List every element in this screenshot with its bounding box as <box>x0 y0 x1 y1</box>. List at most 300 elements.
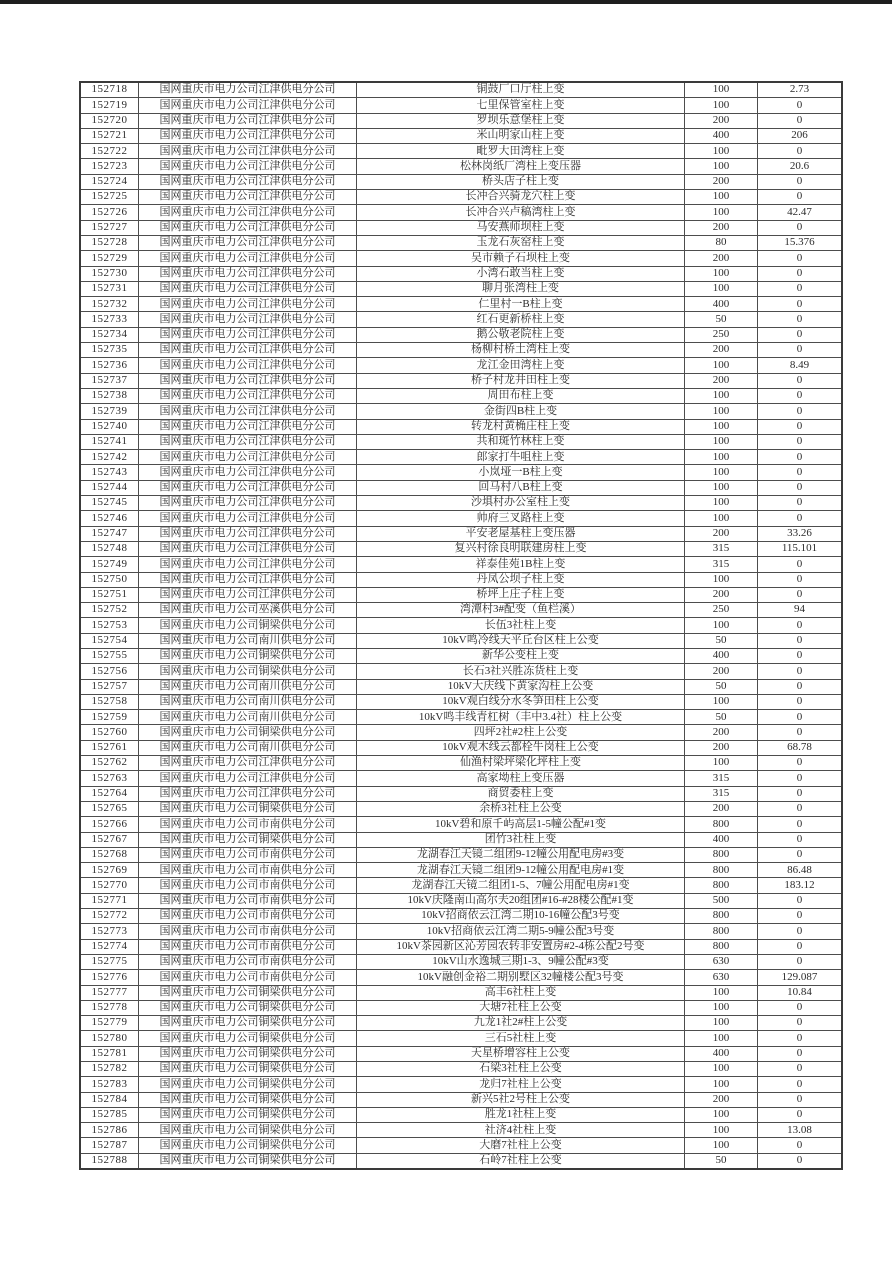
cell-device-name: 周田布柱上变 <box>357 388 685 403</box>
cell-device-name: 余桥3社柱上公变 <box>357 801 685 816</box>
cell-device-name: 帅府三叉路柱上变 <box>357 511 685 526</box>
cell-record-id: 152741 <box>80 434 139 449</box>
cell-device-name: 毗罗大田湾柱上变 <box>357 144 685 159</box>
cell-device-name: 10kV茶园新区沁芳园农转非安置房#2-4栋公配2号变 <box>357 939 685 954</box>
table-row <box>80 297 842 312</box>
cell-value: 183.12 <box>758 878 843 893</box>
cell-capacity: 200 <box>685 801 758 816</box>
cell-capacity: 100 <box>685 144 758 159</box>
cell-record-id: 152746 <box>80 511 139 526</box>
cell-company: 国网重庆市电力公司江津供电分公司 <box>139 144 357 159</box>
cell-company: 国网重庆市电力公司江津供电分公司 <box>139 771 357 786</box>
cell-value: 0 <box>758 1153 843 1169</box>
cell-company: 国网重庆市电力公司江津供电分公司 <box>139 756 357 771</box>
cell-capacity: 100 <box>685 190 758 205</box>
cell-company: 国网重庆市电力公司南川供电分公司 <box>139 679 357 694</box>
cell-company: 国网重庆市电力公司铜梁供电分公司 <box>139 1031 357 1046</box>
cell-device-name: 小湾石敢当柱上变 <box>357 266 685 281</box>
cell-record-id: 152779 <box>80 1016 139 1031</box>
cell-capacity: 80 <box>685 235 758 250</box>
cell-record-id: 152758 <box>80 694 139 709</box>
table-row <box>80 358 842 373</box>
cell-record-id: 152786 <box>80 1123 139 1138</box>
cell-company: 国网重庆市电力公司江津供电分公司 <box>139 297 357 312</box>
cell-record-id: 152763 <box>80 771 139 786</box>
cell-record-id: 152734 <box>80 327 139 342</box>
table-row <box>80 832 842 847</box>
table-row <box>80 939 842 954</box>
cell-company: 国网重庆市电力公司铜梁供电分公司 <box>139 725 357 740</box>
cell-device-name: 社济4社柱上变 <box>357 1123 685 1138</box>
table-row <box>80 878 842 893</box>
cell-record-id: 152765 <box>80 801 139 816</box>
cell-value: 13.08 <box>758 1123 843 1138</box>
cell-record-id: 152729 <box>80 251 139 266</box>
cell-company: 国网重庆市电力公司江津供电分公司 <box>139 281 357 296</box>
cell-record-id: 152777 <box>80 985 139 1000</box>
cell-value: 0 <box>758 1031 843 1046</box>
cell-record-id: 152770 <box>80 878 139 893</box>
cell-company: 国网重庆市电力公司市南供电分公司 <box>139 909 357 924</box>
cell-device-name: 丹凤公坝子柱上变 <box>357 572 685 587</box>
table-row <box>80 235 842 250</box>
cell-capacity: 800 <box>685 863 758 878</box>
cell-value: 86.48 <box>758 863 843 878</box>
table-row <box>80 954 842 969</box>
cell-value: 0 <box>758 909 843 924</box>
cell-capacity: 200 <box>685 725 758 740</box>
cell-device-name: 10kV鸣丰线青杠树（丰中3.4社）柱上公变 <box>357 710 685 725</box>
cell-record-id: 152760 <box>80 725 139 740</box>
cell-value: 0 <box>758 465 843 480</box>
cell-value: 0 <box>758 496 843 511</box>
cell-device-name: 商贸委柱上变 <box>357 786 685 801</box>
cell-record-id: 152735 <box>80 343 139 358</box>
cell-record-id: 152750 <box>80 572 139 587</box>
cell-record-id: 152749 <box>80 557 139 572</box>
cell-value: 33.26 <box>758 526 843 541</box>
table-row <box>80 174 842 189</box>
table-row <box>80 924 842 939</box>
cell-value: 0 <box>758 220 843 235</box>
cell-capacity: 200 <box>685 526 758 541</box>
cell-device-name: 聊月张湾柱上变 <box>357 281 685 296</box>
cell-company: 国网重庆市电力公司铜梁供电分公司 <box>139 1000 357 1015</box>
table-row <box>80 419 842 434</box>
table-row <box>80 847 842 862</box>
cell-device-name: 吴市赖子石坝柱上变 <box>357 251 685 266</box>
table-row <box>80 1107 842 1122</box>
cell-company: 国网重庆市电力公司铜梁供电分公司 <box>139 832 357 847</box>
cell-value: 0 <box>758 832 843 847</box>
cell-value: 0 <box>758 1107 843 1122</box>
cell-value: 0 <box>758 450 843 465</box>
cell-record-id: 152754 <box>80 633 139 648</box>
cell-record-id: 152736 <box>80 358 139 373</box>
cell-value: 0 <box>758 1092 843 1107</box>
table-row <box>80 144 842 159</box>
cell-capacity: 100 <box>685 1062 758 1077</box>
cell-company: 国网重庆市电力公司江津供电分公司 <box>139 450 357 465</box>
cell-capacity: 630 <box>685 954 758 969</box>
cell-capacity: 400 <box>685 648 758 663</box>
cell-device-name: 祥泰佳苑1B柱上变 <box>357 557 685 572</box>
cell-capacity: 100 <box>685 985 758 1000</box>
cell-device-name: 10kV观木线云都栓牛岗柱上公变 <box>357 740 685 755</box>
cell-record-id: 152737 <box>80 373 139 388</box>
cell-device-name: 龙湖春江天镜二组团9-12幢公用配电房#3变 <box>357 847 685 862</box>
cell-device-name: 共和斑竹林柱上变 <box>357 434 685 449</box>
cell-capacity: 800 <box>685 878 758 893</box>
cell-record-id: 152778 <box>80 1000 139 1015</box>
cell-value: 68.78 <box>758 740 843 755</box>
cell-company: 国网重庆市电力公司江津供电分公司 <box>139 434 357 449</box>
cell-capacity: 800 <box>685 847 758 862</box>
cell-company: 国网重庆市电力公司市南供电分公司 <box>139 939 357 954</box>
table-row <box>80 404 842 419</box>
cell-capacity: 800 <box>685 924 758 939</box>
cell-device-name: 团竹3社柱上变 <box>357 832 685 847</box>
cell-company: 国网重庆市电力公司铜梁供电分公司 <box>139 1077 357 1092</box>
cell-capacity: 400 <box>685 832 758 847</box>
cell-device-name: 小岚垭一B柱上变 <box>357 465 685 480</box>
cell-record-id: 152784 <box>80 1092 139 1107</box>
cell-capacity: 200 <box>685 251 758 266</box>
cell-value: 0 <box>758 679 843 694</box>
cell-device-name: 新兴5社2号柱上公变 <box>357 1092 685 1107</box>
cell-value: 0 <box>758 587 843 602</box>
cell-record-id: 152743 <box>80 465 139 480</box>
table-row <box>80 526 842 541</box>
cell-company: 国网重庆市电力公司江津供电分公司 <box>139 266 357 281</box>
table-row <box>80 970 842 985</box>
table-row <box>80 587 842 602</box>
cell-value: 15.376 <box>758 235 843 250</box>
table-row <box>80 281 842 296</box>
cell-record-id: 152761 <box>80 740 139 755</box>
cell-company: 国网重庆市电力公司江津供电分公司 <box>139 587 357 602</box>
cell-company: 国网重庆市电力公司南川供电分公司 <box>139 710 357 725</box>
cell-value: 0 <box>758 572 843 587</box>
cell-record-id: 152731 <box>80 281 139 296</box>
cell-company: 国网重庆市电力公司江津供电分公司 <box>139 465 357 480</box>
cell-record-id: 152752 <box>80 603 139 618</box>
cell-capacity: 200 <box>685 220 758 235</box>
cell-company: 国网重庆市电力公司江津供电分公司 <box>139 98 357 113</box>
cell-capacity: 100 <box>685 511 758 526</box>
cell-record-id: 152772 <box>80 909 139 924</box>
cell-value: 0 <box>758 710 843 725</box>
cell-capacity: 100 <box>685 465 758 480</box>
cell-capacity: 100 <box>685 1138 758 1153</box>
cell-company: 国网重庆市电力公司江津供电分公司 <box>139 786 357 801</box>
cell-record-id: 152773 <box>80 924 139 939</box>
cell-record-id: 152764 <box>80 786 139 801</box>
cell-record-id: 152756 <box>80 664 139 679</box>
table-row <box>80 633 842 648</box>
cell-capacity: 100 <box>685 694 758 709</box>
cell-device-name: 红石更新桥柱上变 <box>357 312 685 327</box>
table-row <box>80 434 842 449</box>
cell-value: 0 <box>758 480 843 495</box>
cell-device-name: 新华公变柱上变 <box>357 648 685 663</box>
cell-record-id: 152775 <box>80 954 139 969</box>
cell-company: 国网重庆市电力公司江津供电分公司 <box>139 174 357 189</box>
cell-capacity: 315 <box>685 771 758 786</box>
cell-capacity: 100 <box>685 1123 758 1138</box>
cell-capacity: 200 <box>685 373 758 388</box>
cell-company: 国网重庆市电力公司江津供电分公司 <box>139 511 357 526</box>
cell-device-name: 桥子村龙井田柱上变 <box>357 373 685 388</box>
cell-capacity: 315 <box>685 541 758 556</box>
cell-device-name: 杨柳村桥土湾柱上变 <box>357 343 685 358</box>
cell-capacity: 100 <box>685 419 758 434</box>
table-row <box>80 679 842 694</box>
cell-device-name: 湾潭村3#配变（鱼栏溪） <box>357 603 685 618</box>
cell-record-id: 152755 <box>80 648 139 663</box>
table-row <box>80 863 842 878</box>
cell-company: 国网重庆市电力公司江津供电分公司 <box>139 251 357 266</box>
table-row <box>80 511 842 526</box>
cell-company: 国网重庆市电力公司市南供电分公司 <box>139 817 357 832</box>
cell-record-id: 152739 <box>80 404 139 419</box>
cell-company: 国网重庆市电力公司铜梁供电分公司 <box>139 648 357 663</box>
cell-device-name: 10kV招商依云江湾二期10-16幢公配3号变 <box>357 909 685 924</box>
cell-record-id: 152767 <box>80 832 139 847</box>
table-row <box>80 725 842 740</box>
cell-device-name: 长石3社兴胜冻货柱上变 <box>357 664 685 679</box>
cell-value: 0 <box>758 924 843 939</box>
cell-device-name: 复兴村徐良明联建房柱上变 <box>357 541 685 556</box>
cell-device-name: 大塘7社柱上公变 <box>357 1000 685 1015</box>
cell-company: 国网重庆市电力公司市南供电分公司 <box>139 878 357 893</box>
cell-device-name: 金街四B柱上变 <box>357 404 685 419</box>
cell-record-id: 152722 <box>80 144 139 159</box>
cell-capacity: 315 <box>685 786 758 801</box>
table-row <box>80 1046 842 1061</box>
cell-capacity: 100 <box>685 496 758 511</box>
cell-company: 国网重庆市电力公司市南供电分公司 <box>139 893 357 908</box>
cell-value: 42.47 <box>758 205 843 220</box>
cell-company: 国网重庆市电力公司江津供电分公司 <box>139 159 357 174</box>
cell-record-id: 152728 <box>80 235 139 250</box>
table-row <box>80 893 842 908</box>
cell-company: 国网重庆市电力公司市南供电分公司 <box>139 847 357 862</box>
cell-company: 国网重庆市电力公司南川供电分公司 <box>139 740 357 755</box>
cell-capacity: 100 <box>685 1107 758 1122</box>
cell-capacity: 50 <box>685 679 758 694</box>
table-row <box>80 373 842 388</box>
cell-record-id: 152751 <box>80 587 139 602</box>
cell-company: 国网重庆市电力公司铜梁供电分公司 <box>139 1107 357 1122</box>
cell-company: 国网重庆市电力公司铜梁供电分公司 <box>139 664 357 679</box>
cell-value: 129.087 <box>758 970 843 985</box>
cell-record-id: 152726 <box>80 205 139 220</box>
cell-company: 国网重庆市电力公司铜梁供电分公司 <box>139 1046 357 1061</box>
cell-record-id: 152774 <box>80 939 139 954</box>
cell-device-name: 长冲合兴卢稿湾柱上变 <box>357 205 685 220</box>
cell-value: 0 <box>758 419 843 434</box>
cell-company: 国网重庆市电力公司铜梁供电分公司 <box>139 1138 357 1153</box>
cell-device-name: 平安老屋基柱上变压器 <box>357 526 685 541</box>
cell-capacity: 50 <box>685 633 758 648</box>
cell-company: 国网重庆市电力公司南川供电分公司 <box>139 633 357 648</box>
cell-record-id: 152781 <box>80 1046 139 1061</box>
cell-capacity: 100 <box>685 480 758 495</box>
table-row <box>80 388 842 403</box>
cell-device-name: 九龙1社2#柱上公变 <box>357 1016 685 1031</box>
cell-capacity: 100 <box>685 159 758 174</box>
cell-company: 国网重庆市电力公司江津供电分公司 <box>139 496 357 511</box>
cell-capacity: 100 <box>685 1077 758 1092</box>
cell-company: 国网重庆市电力公司巫溪供电分公司 <box>139 603 357 618</box>
cell-capacity: 800 <box>685 817 758 832</box>
cell-record-id: 152753 <box>80 618 139 633</box>
cell-device-name: 四坪2社#2柱上公变 <box>357 725 685 740</box>
table-row <box>80 220 842 235</box>
cell-record-id: 152725 <box>80 190 139 205</box>
table-row <box>80 909 842 924</box>
table-row <box>80 756 842 771</box>
cell-capacity: 400 <box>685 297 758 312</box>
cell-value: 0 <box>758 771 843 786</box>
cell-company: 国网重庆市电力公司江津供电分公司 <box>139 557 357 572</box>
cell-capacity: 200 <box>685 664 758 679</box>
cell-device-name: 10kV山水逸城三期1-3、9幢公配#3变 <box>357 954 685 969</box>
cell-capacity: 630 <box>685 970 758 985</box>
cell-value: 0 <box>758 174 843 189</box>
cell-value: 0 <box>758 1138 843 1153</box>
table-row <box>80 648 842 663</box>
cell-value: 0 <box>758 343 843 358</box>
cell-company: 国网重庆市电力公司铜梁供电分公司 <box>139 801 357 816</box>
table-row <box>80 343 842 358</box>
cell-value: 0 <box>758 1000 843 1015</box>
table-row <box>80 1000 842 1015</box>
table-row <box>80 251 842 266</box>
cell-value: 0 <box>758 251 843 266</box>
cell-company: 国网重庆市电力公司铜梁供电分公司 <box>139 618 357 633</box>
cell-value: 0 <box>758 312 843 327</box>
cell-device-name: 龙江金田湾柱上变 <box>357 358 685 373</box>
cell-value: 2.73 <box>758 82 843 98</box>
cell-record-id: 152744 <box>80 480 139 495</box>
cell-company: 国网重庆市电力公司江津供电分公司 <box>139 572 357 587</box>
cell-record-id: 152780 <box>80 1031 139 1046</box>
cell-company: 国网重庆市电力公司铜梁供电分公司 <box>139 1092 357 1107</box>
cell-device-name: 高丰6社柱上变 <box>357 985 685 1000</box>
table-row <box>80 1031 842 1046</box>
cell-value: 10.84 <box>758 985 843 1000</box>
cell-value: 0 <box>758 404 843 419</box>
cell-device-name: 大磨7社柱上公变 <box>357 1138 685 1153</box>
cell-company: 国网重庆市电力公司江津供电分公司 <box>139 404 357 419</box>
cell-company: 国网重庆市电力公司市南供电分公司 <box>139 924 357 939</box>
table-row <box>80 786 842 801</box>
table-row <box>80 1062 842 1077</box>
cell-value: 0 <box>758 434 843 449</box>
table-row <box>80 572 842 587</box>
table-row <box>80 1138 842 1153</box>
cell-value: 0 <box>758 327 843 342</box>
cell-record-id: 152788 <box>80 1153 139 1169</box>
cell-value: 0 <box>758 847 843 862</box>
cell-company: 国网重庆市电力公司市南供电分公司 <box>139 863 357 878</box>
cell-device-name: 龙归7社柱上公变 <box>357 1077 685 1092</box>
cell-company: 国网重庆市电力公司江津供电分公司 <box>139 235 357 250</box>
cell-device-name: 长冲合兴骑龙穴柱上变 <box>357 190 685 205</box>
cell-device-name: 10kV大庆线下黄家沟柱上公变 <box>357 679 685 694</box>
table-row <box>80 113 842 128</box>
cell-company: 国网重庆市电力公司铜梁供电分公司 <box>139 1153 357 1169</box>
cell-capacity: 100 <box>685 98 758 113</box>
cell-company: 国网重庆市电力公司铜梁供电分公司 <box>139 1062 357 1077</box>
cell-capacity: 800 <box>685 939 758 954</box>
table-body <box>80 82 842 1169</box>
table-row <box>80 450 842 465</box>
cell-device-name: 回马村八B柱上变 <box>357 480 685 495</box>
cell-company: 国网重庆市电力公司铜梁供电分公司 <box>139 1123 357 1138</box>
cell-record-id: 152759 <box>80 710 139 725</box>
cell-company: 国网重庆市电力公司江津供电分公司 <box>139 541 357 556</box>
cell-company: 国网重庆市电力公司江津供电分公司 <box>139 388 357 403</box>
cell-record-id: 152742 <box>80 450 139 465</box>
cell-capacity: 100 <box>685 82 758 98</box>
cell-capacity: 100 <box>685 618 758 633</box>
cell-capacity: 100 <box>685 404 758 419</box>
cell-device-name: 10kV融创金裕二期别墅区32幢楼公配3号变 <box>357 970 685 985</box>
cell-value: 0 <box>758 633 843 648</box>
page-top-edge-bar <box>0 0 892 4</box>
cell-record-id: 152757 <box>80 679 139 694</box>
cell-value: 0 <box>758 144 843 159</box>
cell-company: 国网重庆市电力公司铜梁供电分公司 <box>139 1016 357 1031</box>
cell-company: 国网重庆市电力公司江津供电分公司 <box>139 312 357 327</box>
cell-company: 国网重庆市电力公司江津供电分公司 <box>139 82 357 98</box>
cell-device-name: 米山明家山柱上变 <box>357 128 685 143</box>
cell-record-id: 152769 <box>80 863 139 878</box>
cell-capacity: 100 <box>685 572 758 587</box>
table-row <box>80 480 842 495</box>
table-container <box>79 81 843 1170</box>
table-row <box>80 618 842 633</box>
cell-value: 0 <box>758 297 843 312</box>
cell-capacity: 200 <box>685 1092 758 1107</box>
table-row <box>80 159 842 174</box>
table-row <box>80 128 842 143</box>
cell-device-name: 松林岗纸厂湾柱上变压器 <box>357 159 685 174</box>
cell-record-id: 152732 <box>80 297 139 312</box>
cell-capacity: 100 <box>685 434 758 449</box>
table-row <box>80 1153 842 1169</box>
table-row <box>80 664 842 679</box>
cell-company: 国网重庆市电力公司江津供电分公司 <box>139 419 357 434</box>
cell-value: 206 <box>758 128 843 143</box>
cell-company: 国网重庆市电力公司市南供电分公司 <box>139 970 357 985</box>
table-row <box>80 817 842 832</box>
table-row <box>80 1092 842 1107</box>
cell-record-id: 152724 <box>80 174 139 189</box>
cell-value: 0 <box>758 1062 843 1077</box>
cell-capacity: 50 <box>685 710 758 725</box>
cell-record-id: 152720 <box>80 113 139 128</box>
cell-value: 0 <box>758 1046 843 1061</box>
table-row <box>80 205 842 220</box>
cell-value: 0 <box>758 511 843 526</box>
table-row <box>80 266 842 281</box>
cell-value: 20.6 <box>758 159 843 174</box>
cell-record-id: 152783 <box>80 1077 139 1092</box>
